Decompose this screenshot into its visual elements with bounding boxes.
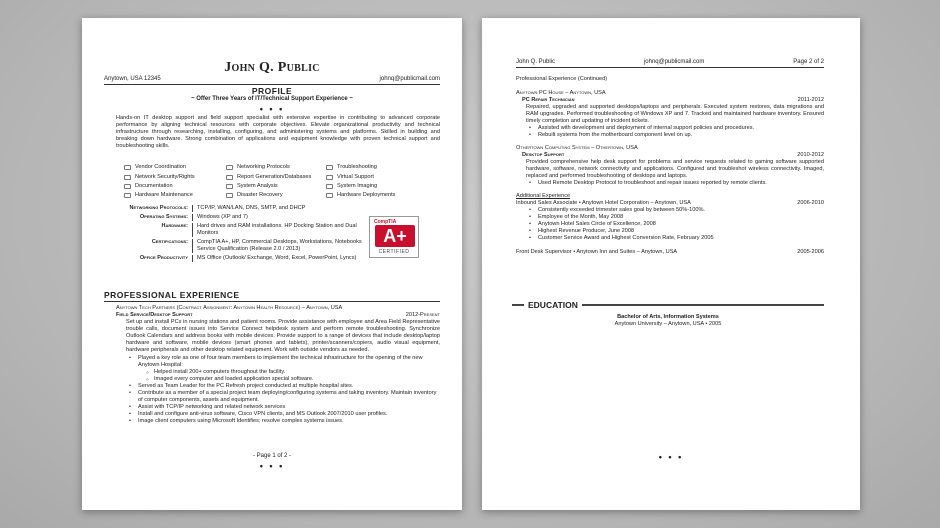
continued-label: Professional Experience (Continued) — [516, 76, 608, 82]
job-4-dates: 2006-2010 — [797, 200, 824, 206]
checkbox-icon — [326, 165, 333, 170]
job-5-title: Front Desk Supervisor • Anytown Inn and Suites – Anytown, USA — [516, 249, 678, 255]
job-1-description: Set up and install PCs in nursing stations and patient rooms. Provide assistance with employee and Area Field Representative trouble calls, document issues into Service Connect helpdesk system and perform remote troubleshooting. Synchronize Outlook Calendars and address books with mobile devices. Provide support to a range of devices that include desktop/laptop hardware and software, mobile devices (smart phones and tablets), printer/scanners/copiers, audio visual equipment, hardware peripherals and other desktop related equipment. Work with outside vendors as needed. — [126, 319, 440, 353]
page-2-header — [516, 59, 824, 68]
skills-grid — [124, 163, 416, 201]
candidate-name: John Q. Public — [224, 60, 320, 75]
tech-label: Operating Systems: — [139, 214, 188, 220]
job-3-description: Provided comprehensive help desk support for problems and service requests related to gaming software supported hardware, software, network connectivity and applications. Configured and troubleshot wireless connectivity. Imaged, replaced and performed troubleshooting of desktops and laptops. — [526, 159, 824, 179]
job-2-dates: 2011-2012 — [797, 97, 824, 103]
job-2-bullets — [516, 125, 824, 139]
page-number: - Page 1 of 2 - — [252, 453, 292, 459]
skill-label: Report Generation/Databases — [237, 173, 312, 180]
skill-item — [226, 163, 326, 172]
job-2-description: Repaired, upgraded and supported desktops/laptops and peripherals. Executed system restores, data migrations and RAM upgrades. Performed troubleshooting of Windows XP and 7. Tracked and maintained hardware inventory. Ensured timely completion and updating of incident tickets. — [526, 104, 824, 124]
skill-label: System Imaging — [337, 182, 378, 189]
job-1-bullets — [116, 355, 440, 425]
technical-skills — [108, 205, 362, 264]
skill-label: Network Security/Rights — [135, 173, 195, 180]
bullet-item: • Assist with TCP/IP networking and related network services — [126, 404, 440, 411]
job-1-dates: 2012-Present — [405, 312, 440, 318]
profile-heading: PROFILE — [251, 86, 293, 96]
section-dots: • • • — [259, 104, 285, 114]
job-4-bullets — [516, 207, 824, 242]
bullet-item: • Employee of the Month, May 2008 — [526, 214, 824, 221]
skill-item — [124, 182, 226, 191]
bullet-item: • Install and configure anti-virus software, Cisco VPN clients, and MS Outlook 2007/2010 user profiles. — [126, 411, 440, 418]
email: johnq@publicmail.com — [379, 76, 440, 82]
bullet-item: • Customer Service Award and Highest Conversion Rate, February 2005 — [526, 235, 824, 242]
header-name: John Q. Public — [516, 59, 556, 65]
skill-label: Vendor Coordination — [135, 164, 187, 171]
checkbox-icon — [226, 165, 233, 170]
checkbox-icon — [226, 184, 233, 189]
bullet-item: • Consistently exceeded trimester sales goal by between 50%-100%. — [526, 207, 824, 214]
job-3 — [516, 145, 824, 187]
badge-caption: CERTIFIED — [378, 249, 410, 255]
job-2-title: PC Repair Technician — [522, 97, 575, 103]
skill-label: System Analysis — [237, 182, 278, 189]
bullet-item: ○ Imaged every computer and loaded application special software. — [126, 376, 440, 383]
footer-dots: • • • — [259, 461, 285, 471]
skill-item — [226, 182, 326, 191]
tech-value: CompTIA A+, HP, Commercial Desktops, Workstations, Notebooks Service Qualification (Release 2.0 / 2013) — [192, 239, 362, 253]
checkbox-icon — [124, 184, 131, 189]
tech-row — [108, 214, 362, 221]
additional-experience — [516, 193, 824, 256]
school: Anytown University – Anytown, USA • 2005 — [614, 321, 722, 327]
checkbox-icon — [124, 175, 131, 180]
tech-value: Hard drives and RAM installations. HP Docking Station and Dual Monitors — [192, 223, 362, 237]
tech-row — [108, 239, 362, 253]
skill-item — [326, 182, 416, 191]
tech-row — [108, 205, 362, 212]
skill-label: Troubleshooting — [337, 164, 377, 171]
badge-brand: CompTIA — [374, 219, 397, 225]
tech-row — [108, 255, 362, 262]
skill-item — [326, 191, 416, 200]
page-footer — [82, 453, 462, 469]
tech-value: Windows (XP and 7) — [192, 214, 362, 221]
experience-continued — [516, 76, 824, 256]
job-3-title: Desktop Support — [522, 152, 565, 158]
bullet-item: • Served as Team Leader for the PC Refresh project conducted at multiple hospital sites. — [126, 383, 440, 390]
skill-label: Disaster Recovery — [237, 192, 283, 199]
skill-item — [326, 172, 416, 181]
bullet-item: ○ Helped install 200+ computers throughout the facility. — [126, 369, 440, 376]
page-2-dots: • • • — [658, 452, 684, 462]
tech-label: Hardware: — [161, 223, 188, 229]
job-5-dates: 2005-2006 — [797, 249, 824, 255]
skill-label: Networking Protocols — [237, 164, 290, 171]
location: Anytown, USA 12345 — [104, 76, 161, 82]
bullet-item: • Used Remote Desktop Protocol to troubleshoot and repair issues reported by remote clients. — [526, 180, 824, 187]
education-heading-row — [512, 300, 824, 310]
experience-heading: PROFESSIONAL EXPERIENCE — [104, 290, 440, 302]
job-4-title: Inbound Sales Associate • Anytown Hotel Corporation – Anytown, USA — [516, 200, 691, 206]
skill-item — [124, 172, 226, 181]
checkbox-icon — [326, 175, 333, 180]
skill-label: Documentation — [135, 182, 173, 189]
resume-page-1 — [82, 18, 462, 510]
bullet-item: • Played a key role as one of four team members to implement the technical infrastructure for the opening of the new Anytown Hospital: — [126, 355, 440, 369]
skill-item — [124, 191, 226, 200]
skill-item — [124, 163, 226, 172]
checkbox-icon — [124, 165, 131, 170]
additional-heading: Additional Experience — [516, 193, 571, 199]
tech-label: Networking Protocols: — [129, 205, 188, 211]
tech-value: TCP/IP, WAN/LAN, DNS, SMTP, and DHCP — [192, 205, 362, 212]
checkbox-icon — [226, 175, 233, 180]
comptia-badge — [369, 216, 419, 258]
edu-rule-right — [582, 304, 824, 306]
job-1 — [116, 305, 440, 425]
contact-line — [104, 76, 440, 85]
badge-mark: A+ — [375, 225, 415, 247]
job-3-company: Othertown Computing System – Othertown, USA — [516, 145, 638, 151]
job-2 — [516, 90, 824, 139]
job-3-bullets — [516, 180, 824, 187]
header-email: johnq@publicmail.com — [643, 59, 705, 65]
profile-summary: Hands-on IT desktop support and field support specialist with extensive expertise in contributing to advanced corporate performance by aligning technical resources with corporate objectives. Elevate organizational productivity and technical infrastructure through researching, installing, configuring, and administering systems and platforms. Skilled in building and breaking down hardware. Strong combination of applications and equipment knowledge with proven technical support and troubleshooting skills. — [116, 115, 440, 149]
checkbox-icon — [326, 184, 333, 189]
bullet-item: • Contribute as a member of a special project team deploying/configuring systems and taking inventory. Maintain inventory of computer components, assets and equipment. — [126, 390, 440, 404]
edu-rule-left — [512, 304, 524, 306]
skill-item — [226, 191, 326, 200]
skill-label: Hardware Deployments — [337, 192, 396, 199]
bullet-item: • Image client computers using Microsoft Identifies; resolve complex systems issues. — [126, 418, 440, 425]
bullet-item: • Highest Revenue Producer, June 2008 — [526, 228, 824, 235]
header-page: Page 2 of 2 — [793, 59, 824, 65]
skill-label: Virtual Support — [337, 173, 374, 180]
tech-row — [108, 223, 362, 237]
skill-item — [226, 172, 326, 181]
job-2-company: Anytown PC House – Anytown, USA — [516, 90, 606, 96]
bullet-item: • Assisted with development and deployment of internal support policies and procedures. — [526, 125, 824, 132]
job-1-company: Anytown Tech Partners (Contract Assignment: Anytown Health Resource) – Anytown, USA — [116, 305, 343, 311]
tech-label: Certifications: — [151, 239, 188, 245]
education-entry — [512, 314, 824, 328]
tech-value: MS Office (Outlook/ Exchange, Word, Excel, PowerPoint, Lyncs) — [192, 255, 362, 262]
checkbox-icon — [124, 193, 131, 198]
offer-line: ~ Offer Three Years of IT/Technical Support Experience ~ — [191, 96, 353, 102]
resume-page-2 — [482, 18, 860, 510]
degree: Bachelor of Arts, Information Systems — [617, 314, 719, 320]
tech-label: Office Productivity — [139, 255, 188, 261]
checkbox-icon — [226, 193, 233, 198]
checkbox-icon — [326, 193, 333, 198]
bullet-item: • Rebuilt systems from the motherboard component level on up. — [526, 132, 824, 139]
job-3-dates: 2010-2012 — [797, 152, 824, 158]
skill-item — [326, 163, 416, 172]
education-heading: EDUCATION — [528, 300, 578, 310]
skill-label: Hardware Maintenance — [135, 192, 193, 199]
bullet-item: • Anytown Hotel Sales Circle of Excellence, 2008 — [526, 221, 824, 228]
job-1-title: Field Service/Desktop Support — [116, 312, 193, 318]
